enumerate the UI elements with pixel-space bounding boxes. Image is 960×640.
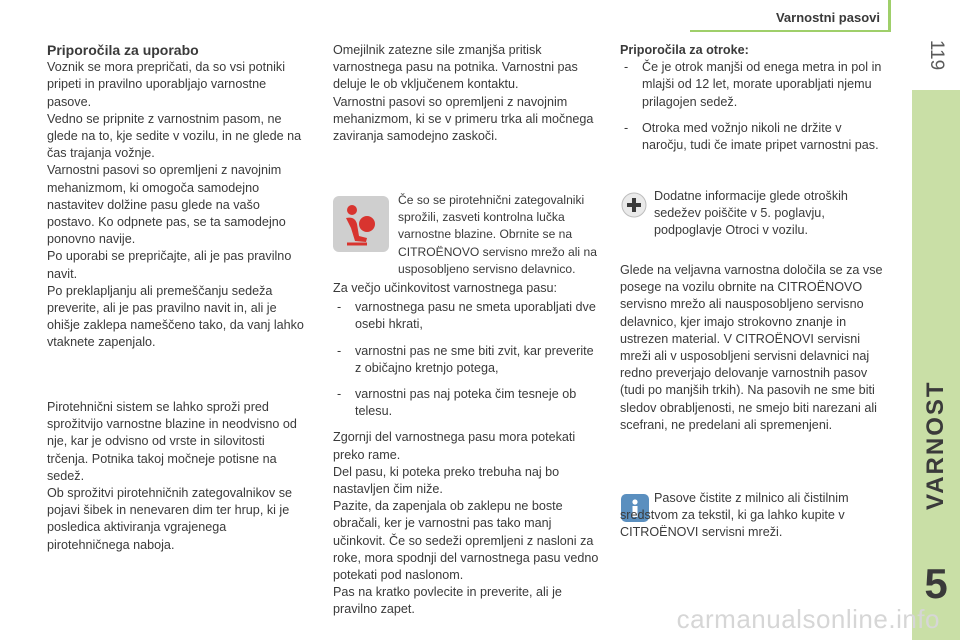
usage-paragraph: Po uporabi se prepričajte, ali je pas pravilno navit. (47, 249, 292, 281)
belt-paragraph: Pazite, da zapenjala ob zaklepu ne boste obračali, ker je varnostni pas tako manj učinkovit. Če so sedeži opremljeni z nasloni za roke, mora spodnji del varnostnega pasu vedno potekati pod naslonom. (333, 499, 599, 583)
page-number: 119 (926, 39, 947, 71)
usage-paragraph: Po preklapljanju ali premeščanju sedeža preverite, ali je pas pravilno navit in, ali je ohišje zaklepa nameščeno tako, da vanj lahko vtaknete zapenjalo. (47, 283, 304, 350)
limiter-paragraph: Varnostni pasovi so opremljeni z navojnim mehanizmom, ki se v primeru trka ali močnega zaviranja samodejno zaskoči. (333, 94, 594, 144)
effectiveness-list (333, 299, 601, 420)
pyrotechnic-paragraph: Pirotehnični sistem se lahko sproži pred sprožitvijo varnostne blazine in neodvisno od nje, kar je odvisno od vrste in silovitosti trčenja. Potnika takoj močneje potisne na sedež. (47, 400, 297, 483)
info-note-text: Pasove čistite z milnico ali čistilnim sredstvom za tekstil, ki ga lahko kupite v CITROËNOVI servisni mreži. (620, 491, 849, 540)
usage-heading: Priporočila za uporabo (47, 42, 199, 58)
belt-paragraph: Del pasu, ki poteka preko trebuha naj bo nastavljen čim niže. (333, 464, 560, 497)
watermark: carmanualsonline.info (676, 604, 940, 634)
chapter-sidebar (912, 90, 960, 640)
column-limiter (333, 42, 601, 145)
children-heading: Priporočila za otroke: (620, 43, 749, 57)
limiter-paragraph: Omejilnik zatezne sile zmanjša pritisk varnostnega pasu na potnika. Varnostni pas deluje le ob vključenem kontaktu. (333, 43, 578, 92)
section-title: Varnostni pasovi (775, 10, 880, 25)
plus-note-text: Dodatne informacije glede otroških sedežev poiščite v 5. poglavju, podpoglavje Otroci v vozilu. (654, 189, 848, 238)
plus-note (654, 188, 884, 240)
list-item: - varnostnega pasu ne smeta uporabljati dve osebi hkrati, (333, 299, 601, 333)
belt-paragraph: Zgornji del varnostnega pasu mora potekati preko rame. (333, 430, 576, 462)
header-accent-line (888, 0, 891, 32)
column-usage (47, 42, 305, 352)
warning-note-text: Če so se pirotehnični zategovalniki sprožili, zasveti kontrolna lučka varnostne blazine. Obrnite se na CITROËNOVO servisno mrežo ali na usposobljeno servisno delavnico. (398, 193, 597, 276)
service-paragraph: Glede na veljavna varnostna določila se za vse posege na vozilu obrnite na CITROËNOVO servisno mrežo ali nausposobljeno servisno delavnico, kjer imajo strokovno znanje in ustrezen material. V CITROËNOVI servisni mreži ali v usposobljeni servisni delavnici naj redno preverjajo delovanje varnostnih pasov (tudi po manjših trkih). Na pasovih ne sme biti sledov obrabljenosti, ne smejo biti narezani ali scefrani, ne predelani ali spremenjeni. (620, 263, 883, 432)
chapter-number: 5 (924, 560, 948, 607)
column-pyrotechnic (47, 399, 305, 554)
plus-icon (621, 192, 647, 218)
column-effectiveness (333, 280, 601, 619)
column-children (620, 42, 888, 163)
usage-paragraph: Vedno se pripnite z varnostnim pasom, ne glede na to, kje sedite v vozilu, in ne glede na čas trajanja vožnje. (47, 111, 302, 161)
column-service (620, 262, 888, 434)
chapter-label: VARNOST (922, 380, 949, 510)
airbag-warning-icon (333, 196, 389, 252)
belt-paragraph: Pas na kratko povlecite in preverite, ali je pravilno zapet. (333, 585, 562, 617)
effectiveness-intro: Za večjo učinkovitost varnostnega pasu: (333, 281, 558, 295)
warning-note (398, 192, 604, 278)
children-list (620, 59, 888, 154)
info-note (620, 490, 888, 542)
list-item: - varnostni pas ne sme biti zvit, kar preverite z običajno kretnjo potega, (333, 343, 601, 377)
list-item: - varnostni pas naj poteka čim tesneje ob telesu. (333, 386, 601, 420)
usage-paragraph: Varnostni pasovi so opremljeni z navojnim mehanizmom, ki omogoča samodejno nastavitev dolžine pasu glede na vašo postavo. Ko odpnete pas, se ta samodejno ponovno navije. (47, 163, 286, 247)
pyrotechnic-paragraph: Ob sprožitvi pirotehničnih zategovalnikov se pojavi šibek in nenevaren dim ter hrup, ki je posledica aktiviranja vgrajenega pirotehničnega naboja. (47, 486, 293, 552)
list-item: - Otroka med vožnjo nikoli ne držite v naročju, tudi če imate pripet varnostni pas. (620, 120, 888, 154)
header-divider (690, 30, 890, 32)
list-item: - Če je otrok manjši od enega metra in pol in mlajši od 12 let, morate uporabljati njemu prilagojen sedež. (620, 59, 888, 111)
usage-paragraph: Voznik se mora prepričati, da so vsi potniki pripeti in pravilno uporabljajo varnostne pasove. (47, 60, 285, 109)
